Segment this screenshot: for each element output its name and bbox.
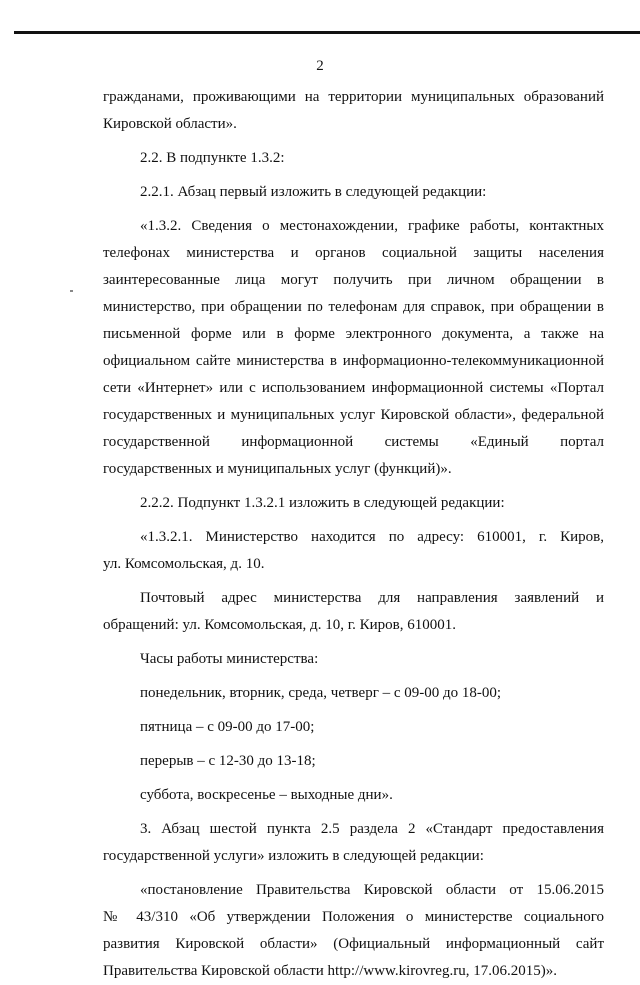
text-line: Часы работы министерства: [140, 651, 319, 667]
text-line: министерство, при обращении по телефонам для справок, при обращении в [103, 299, 604, 315]
text-line: ул. Комсомольская, д. 10. [103, 556, 265, 572]
scan-speck [70, 290, 73, 292]
text-line: 2.2. В подпункте 1.3.2: [140, 150, 285, 166]
text-line: официальном сайте министерства в информационно-телекоммуникационной [103, 353, 604, 369]
header-rule [14, 31, 640, 34]
text-line: перерыв – с 12-30 до 13-18; [140, 753, 316, 769]
text-line: Почтовый адрес министерства для направления заявлений и [140, 590, 604, 606]
text-line: № 43/310 «Об утверждении Положения о министерстве социального [103, 909, 604, 925]
text-line: государственной информационной системы «Единый портал [103, 434, 604, 450]
text-line: обращений: ул. Комсомольская, д. 10, г. Киров, 610001. [103, 617, 457, 633]
text-line: понедельник, вторник, среда, четверг – с 09-00 до 18-00; [140, 685, 502, 701]
document-body [103, 84, 604, 985]
text-line: «1.3.2. Сведения о местонахождении, графике работы, контактных [140, 218, 604, 234]
page-number: 2 [316, 58, 324, 74]
text-line: государственной услуги» изложить в следующей редакции: [103, 848, 484, 864]
text-line: заинтересованные лица могут получить при личном обращении в [103, 272, 604, 288]
text-line: Правительства Кировской области http://www.kirovreg.ru, 17.06.2015)». [103, 963, 557, 979]
text-line: гражданами, проживающими на территории муниципальных образований [103, 89, 604, 105]
text-line: телефонах министерства и органов социальной защиты населения [103, 245, 604, 261]
text-line: суббота, воскресенье – выходные дни». [140, 787, 393, 803]
text-line: 2.2.1. Абзац первый изложить в следующей редакции: [140, 184, 487, 200]
text-line: сети «Интернет» или с использованием информационной системы «Портал [103, 380, 604, 396]
text-line: Кировской области». [103, 116, 237, 132]
text-line: пятница – с 09-00 до 17-00; [140, 719, 315, 735]
text-line: государственных и муниципальных услуг (функций)». [103, 461, 452, 477]
text-line: государственных и муниципальных услуг Кировской области», федеральной [103, 407, 604, 423]
text-line: «постановление Правительства Кировской области от 15.06.2015 [140, 882, 604, 898]
text-line: 3. Абзац шестой пункта 2.5 раздела 2 «Стандарт предоставления [140, 821, 604, 837]
text-line: развития Кировской области» (Официальный информационный сайт [103, 936, 604, 952]
text-line: письменной форме или в форме электронного документа, а также на [103, 326, 604, 342]
text-line: «1.3.2.1. Министерство находится по адресу: 610001, г. Киров, [140, 529, 604, 545]
text-line: 2.2.2. Подпункт 1.3.2.1 изложить в следующей редакции: [140, 495, 505, 511]
